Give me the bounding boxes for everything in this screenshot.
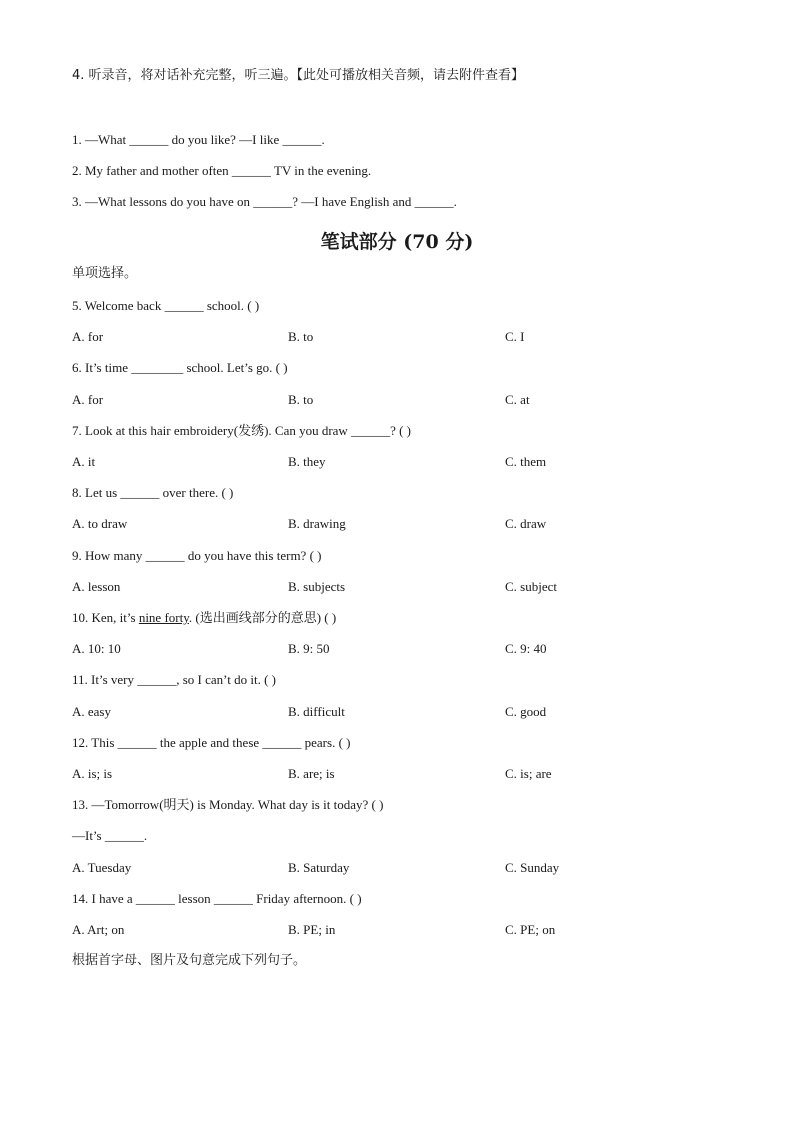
option-a: A. Art; on [72,922,125,937]
question-stem: 12. This ______ the apple and these ______ pears. ( ) [72,735,351,750]
option-b: B. they [288,454,326,469]
option-c: C. is; are [505,766,552,781]
option-c: C. draw [505,516,547,531]
question-stem: 6. It’s time ________ school. Let’s go. ( ) [72,360,288,375]
option-b: B. 9: 50 [288,641,330,656]
question-stem-line2: —It’s ______. [72,828,148,843]
option-b: B. to [288,329,314,344]
option-b: B. difficult [288,704,345,719]
option-c: C. PE; on [505,922,556,937]
listening-q3: 3. —What lessons do you have on ______? —I have English and ______. [72,194,457,209]
question-stem: 7. Look at this hair embroidery(发绣). Can you draw ______? ( ) [72,423,412,438]
option-c: C. good [505,704,547,719]
question-stem: 9. How many ______ do you have this term? ( ) [72,548,322,563]
option-a: A. to draw [72,516,128,531]
option-a: A. lesson [72,579,121,594]
completion-heading: 根据首字母、图片及句意完成下列句子。 [72,953,307,968]
question-stem: 11. It’s very ______, so I can’t do it. ( ) [72,672,276,687]
listening-q2: 2. My father and mother often ______ TV in the evening. [72,163,372,178]
listening-q1: 1. —What ______ do you like? —I like ______. [72,132,325,147]
option-a: A. for [72,329,104,344]
question-stem: 13. —Tomorrow(明天) is Monday. What day is it today? ( ) [72,797,384,812]
option-b: B. subjects [288,579,346,594]
single-choice-heading: 单项选择。 [72,266,138,281]
option-c: C. subject [505,579,557,594]
underlined-phrase: nine forty [138,610,189,625]
option-b: B. PE; in [288,922,336,937]
question-stem: 8. Let us ______ over there. ( ) [72,485,234,500]
stem-pre: 10. Ken, it’s [72,610,139,625]
option-c: C. them [505,454,547,469]
option-a: A. is; is [72,766,113,781]
option-b: B. drawing [288,516,346,531]
question-stem: 14. I have a ______ lesson ______ Friday afternoon. ( ) [72,891,362,906]
listening-instruction: 4. 听录音，将对话补充完整，听三遍。【此处可播放相关音频，请去附件查看】 [72,68,525,83]
option-c: C. I [505,329,525,344]
stem-post: . (选出画线部分的意思) ( ) [188,610,337,625]
option-b: B. to [288,392,314,407]
option-c: C. at [505,392,530,407]
option-c: C. 9: 40 [505,641,547,656]
option-a: A. for [72,392,104,407]
question-stem: 5. Welcome back ______ school. ( ) [72,298,260,313]
option-b: B. Saturday [288,860,350,875]
option-a: A. 10: 10 [72,641,121,656]
option-a: A. Tuesday [72,860,132,875]
option-c: C. Sunday [505,860,560,875]
option-a: A. it [72,454,96,469]
section-title: 笔试部分 (70 分) [320,231,474,253]
option-b: B. are; is [288,766,335,781]
option-a: A. easy [72,704,111,719]
question-stem [72,610,336,626]
